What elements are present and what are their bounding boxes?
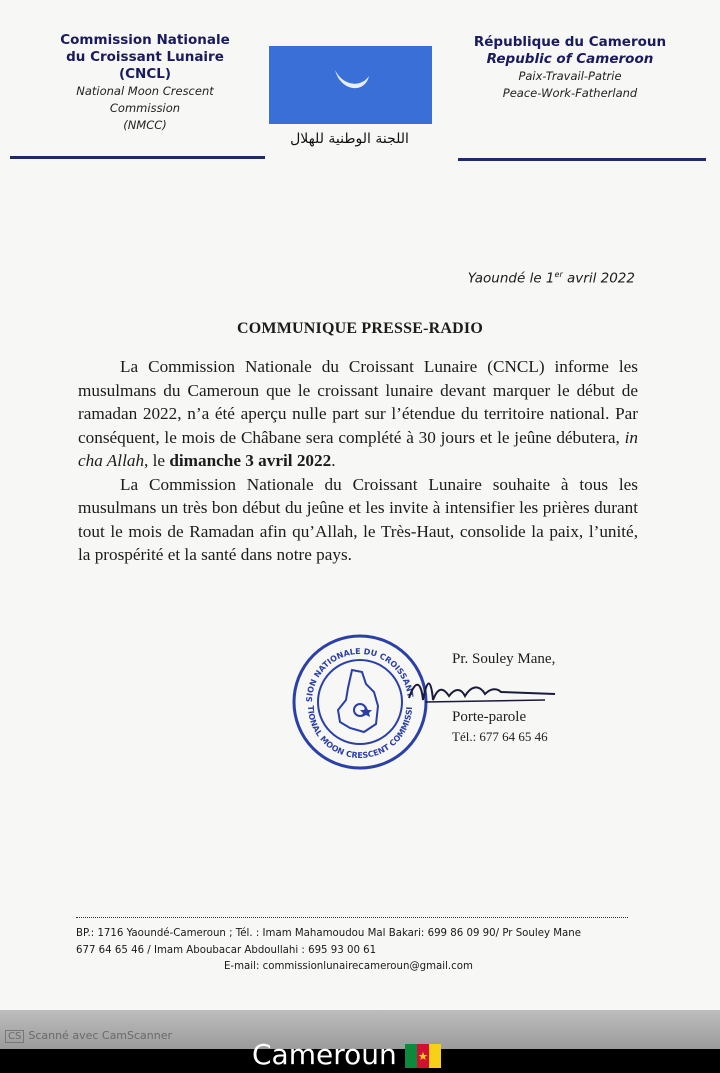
announcement-text: La Commission Nationale du Croissant Lunaire (CNCL) informe les musulmans du Cameroun que le croissant lunaire devant marquer le début de ramadan 2022, n’a été aperçu nulle part sur l’étendue du territoire national. Par conséquent, le mois de Châbane sera complété à 30 jours et le jeûne débutera, <box>78 357 638 447</box>
date-superscript: er <box>554 270 563 279</box>
footer-divider <box>76 917 628 918</box>
communique-body <box>78 355 638 567</box>
handwritten-signature <box>405 670 565 710</box>
commission-acronym-en: (NMCC) <box>123 118 167 132</box>
arabic-commission-name: اللجنة الوطنية للهلال <box>290 131 409 147</box>
commission-name-en-line1: National Moon Crescent <box>76 84 214 98</box>
commission-name-en-line2: Commission <box>109 101 181 115</box>
cameroon-flag-icon <box>405 1044 441 1068</box>
stamp-top-text: SION NATIONALE DU CROISSANT <box>304 646 415 703</box>
document-date <box>420 270 635 287</box>
crescent-flag-logo <box>269 46 432 124</box>
footer-line-address: BP.: 1716 Yaoundé-Cameroun ; Tél. : Imam Mahamoudou Mal Bakari: 699 86 09 90/ Pr Souley Mane <box>76 928 581 939</box>
header-right-republic <box>455 34 685 102</box>
commission-name-fr-line1: Commission Nationale <box>60 32 230 48</box>
footer-line-email: E-mail: commissionlunairecameroun@gmail.com <box>224 961 473 972</box>
crescent-moon-icon <box>327 54 375 102</box>
announcement-end: . <box>331 451 336 470</box>
date-suffix: avril 2022 <box>562 270 635 287</box>
announcement-text-2: , le <box>144 451 170 470</box>
date-prefix: Yaoundé le 1 <box>467 270 555 287</box>
camscanner-watermark <box>5 1029 172 1043</box>
footer-line-phones: 677 64 65 46 / Imam Aboubacar Abdoullahi : 695 93 00 61 <box>76 944 377 956</box>
motto-fr: Paix-Travail-Patrie <box>518 69 622 83</box>
paragraph-wishes: La Commission Nationale du Croissant Lunaire souhaite à tous les musulmans un très bon début du jeûne et les invite à intensifier les prières durant tout le mois de Ramadan afin qu’Allah, le Très-Haut, consolide la paix, l’unité, la prospérité et la santé dans notre pays. <box>78 474 638 564</box>
announcement-start-date: dimanche 3 avril 2022 <box>169 451 332 470</box>
header-rule-left <box>10 156 265 159</box>
header-rule-right <box>458 158 706 161</box>
republic-name-fr: République du Cameroun <box>473 34 667 50</box>
republic-name-en: Republic of Cameroon <box>486 51 654 67</box>
camscanner-logo-icon: CS <box>5 1030 24 1043</box>
signatory-name: Pr. Souley Mane, <box>452 651 556 667</box>
communique-title: COMMUNIQUE PRESSE-RADIO <box>237 320 483 337</box>
caption-text: Cameroun <box>252 1038 397 1071</box>
stamp-bottom-text: TIONAL MOON CRESCENT COMMISSI <box>305 705 415 761</box>
header-left-commission <box>30 32 260 134</box>
signatory-phone: Tél.: 677 64 65 46 <box>452 729 548 744</box>
footer-contacts <box>76 926 636 976</box>
announcement-italic: in cha Allah <box>78 427 638 470</box>
image-caption <box>252 1038 441 1072</box>
commission-acronym-fr: (CNCL) <box>118 66 172 82</box>
motto-en: Peace-Work-Fatherland <box>502 86 638 100</box>
signatory-role: Porte-parole <box>452 709 527 725</box>
commission-name-fr-line2: du Croissant Lunaire <box>66 49 224 65</box>
camscanner-text: Scanné avec CamScanner <box>28 1029 173 1042</box>
paragraph-announcement <box>78 355 638 473</box>
